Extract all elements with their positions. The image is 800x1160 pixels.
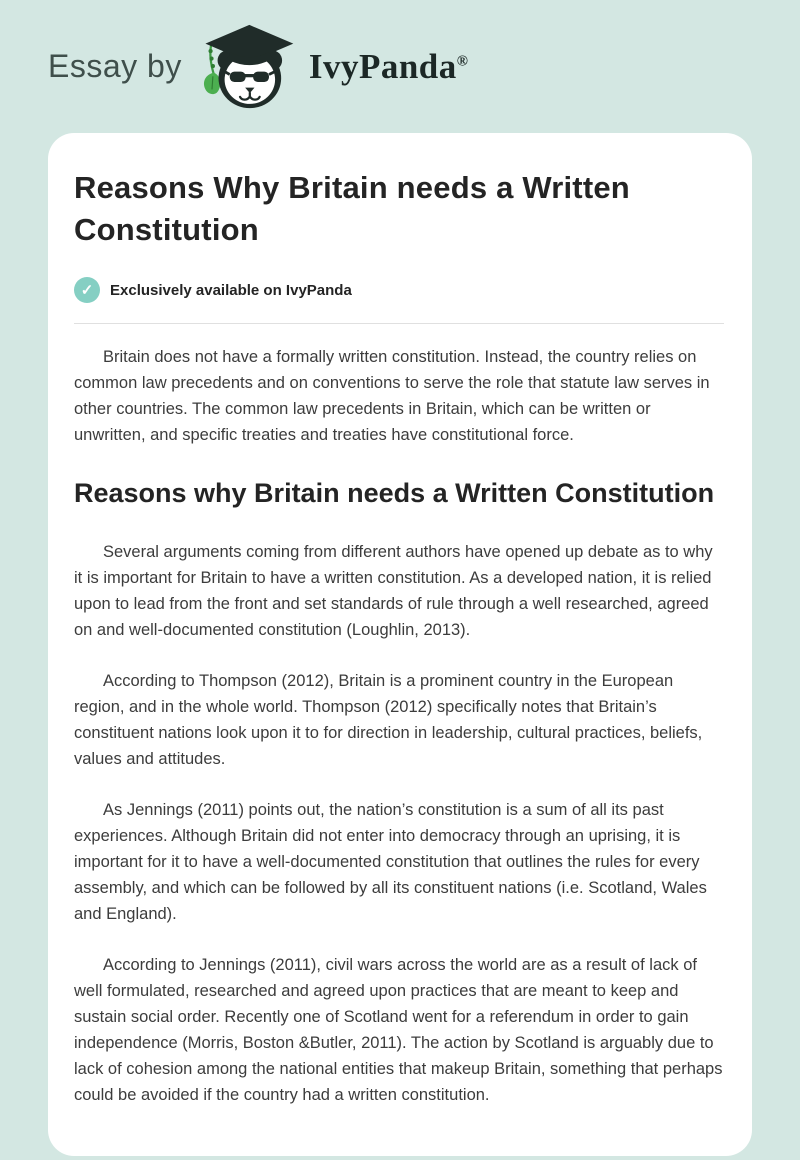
exclusive-badge <box>74 277 724 303</box>
essay-card <box>48 133 752 1156</box>
panda-graduate-icon <box>200 24 295 110</box>
intro-paragraph: Britain does not have a formally written constitution. Instead, the country relies on common law precedents and on conventions to serve the role that statute law serves in other countries. The common law precedents in Britain, which can be written or unwritten, and specific treaties and treaties have constitutional force. <box>74 348 710 444</box>
site-header <box>0 0 800 133</box>
check-icon: ✓ <box>74 277 100 303</box>
body-paragraph: Several arguments coming from different authors have opened up debate as to why it is important for Britain to have a written constitution. As a developed nation, it is relied upon to lead from the front and set standards of rule through a well researched, agreed on and well-documented constitution (Loughlin, 2013). <box>74 543 713 639</box>
body-paragraph: According to Jennings (2011), civil wars across the world are as a result of lack of well formulated, researched and agreed upon practices that are meant to keep and sustain social order. Recently one of Scotland went for a referendum in order to gain independence (Morris, Boston &Butler, 2011). The action by Scotland is arguably due to lack of cohesion among the national entities that makeup Britain, something that perhaps could be avoided if the country had a written constitution. <box>74 956 723 1104</box>
divider <box>74 323 724 324</box>
body-paragraph: As Jennings (2011) points out, the nation’s constitution is a sum of all its past experiences. Although Britain did not enter into democracy through an uprising, it is important for it to have a well-documented constitution that outlines the rules for every assembly, and which can be followed by all its constituent nations (i.e. Scotland, Wales and England). <box>74 801 707 923</box>
registered-mark: ® <box>456 52 469 69</box>
section-heading: Reasons why Britain needs a Written Constitution <box>74 478 715 508</box>
brand-name <box>309 47 469 87</box>
page-title: Reasons Why Britain needs a Written Constitution <box>74 170 630 247</box>
essay-by-label: Essay by <box>48 48 182 84</box>
brand-wordmark: IvyPanda <box>308 46 457 86</box>
body-paragraph: According to Thompson (2012), Britain is a prominent country in the European region, and in the whole world. Thompson (2012) specifically notes that Britain’s constituent nations look upon it to for direction in leadership, cultural practices, beliefs, values and attitudes. <box>74 672 703 768</box>
exclusive-badge-label: Exclusively available on IvyPanda <box>110 281 352 299</box>
essay-body <box>74 344 724 1108</box>
